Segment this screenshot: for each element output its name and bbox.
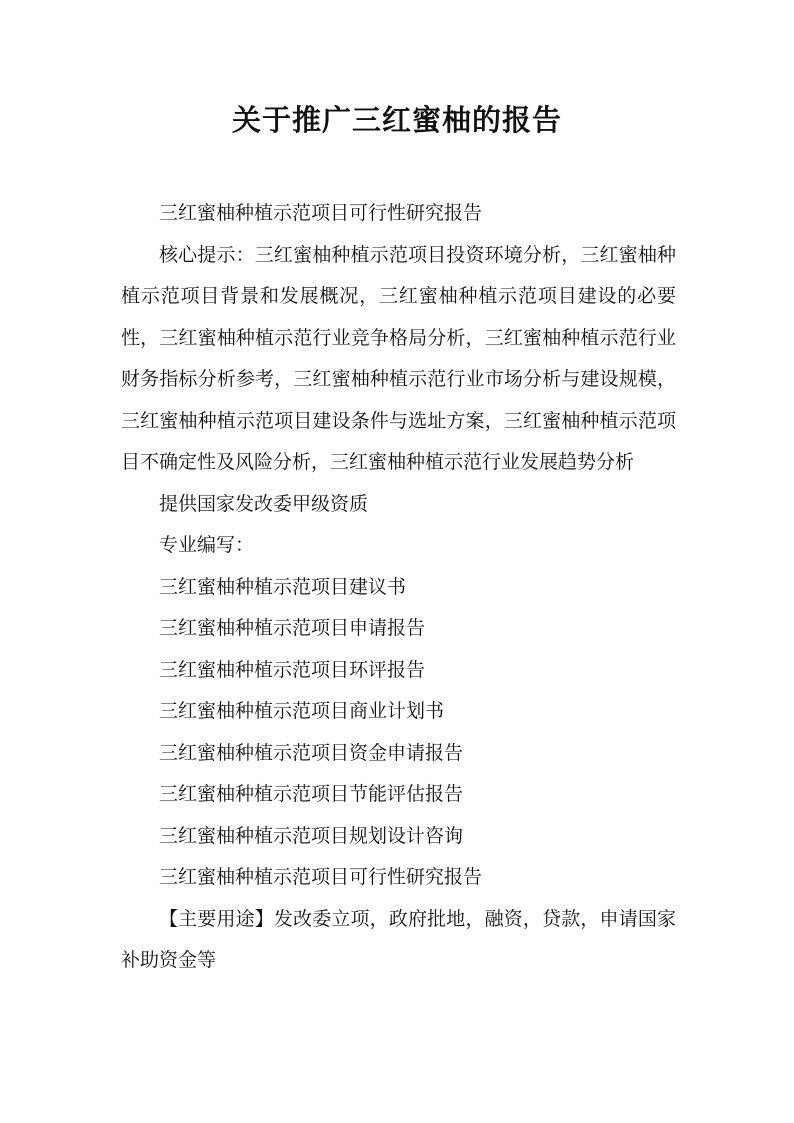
- document-body: [121, 193, 676, 982]
- paragraph: 三红蜜柚种植示范项目节能评估报告: [159, 783, 464, 805]
- paragraph: 核心提示：三红蜜柚种植示范项目投资环境分析，三红蜜柚种植示范项目背景和发展概况，三红蜜柚种植示范项目建设的必要性，三红蜜柚种植示范行业竞争格局分析，三红蜜柚种植示范行业财务指标分析参考，三红蜜柚种植示范行业市场分析与建设规模，三红蜜柚种植示范项目建设条件与选址方案，三红蜜柚种植示范项目不确定性及风险分析，三红蜜柚种植示范行业发展趋势分析: [121, 243, 676, 473]
- paragraph: 三红蜜柚种植示范项目规划设计咨询: [159, 824, 464, 847]
- paragraph: 三红蜜柚种植示范项目可行性研究报告: [159, 866, 483, 888]
- paragraph: 三红蜜柚种植示范项目可行性研究报告: [159, 202, 483, 224]
- paragraph: 三红蜜柚种植示范项目申请报告: [159, 617, 426, 639]
- paragraph: 三红蜜柚种植示范项目商业计划书: [159, 700, 445, 722]
- paragraph: 三红蜜柚种植示范项目建议书: [159, 575, 407, 598]
- paragraph: 提供国家发改委甲级资质: [159, 492, 369, 515]
- paragraph: 专业编写：: [159, 534, 255, 556]
- paragraph: 三红蜜柚种植示范项目资金申请报告: [159, 741, 464, 764]
- paragraph: 三红蜜柚种植示范项目环评报告: [159, 658, 426, 681]
- document-title: 关于推广三红蜜柚的报告: [231, 103, 562, 137]
- paragraph: 【主要用途】发改委立项，政府批地，融资，贷款，申请国家补助资金等: [121, 907, 676, 971]
